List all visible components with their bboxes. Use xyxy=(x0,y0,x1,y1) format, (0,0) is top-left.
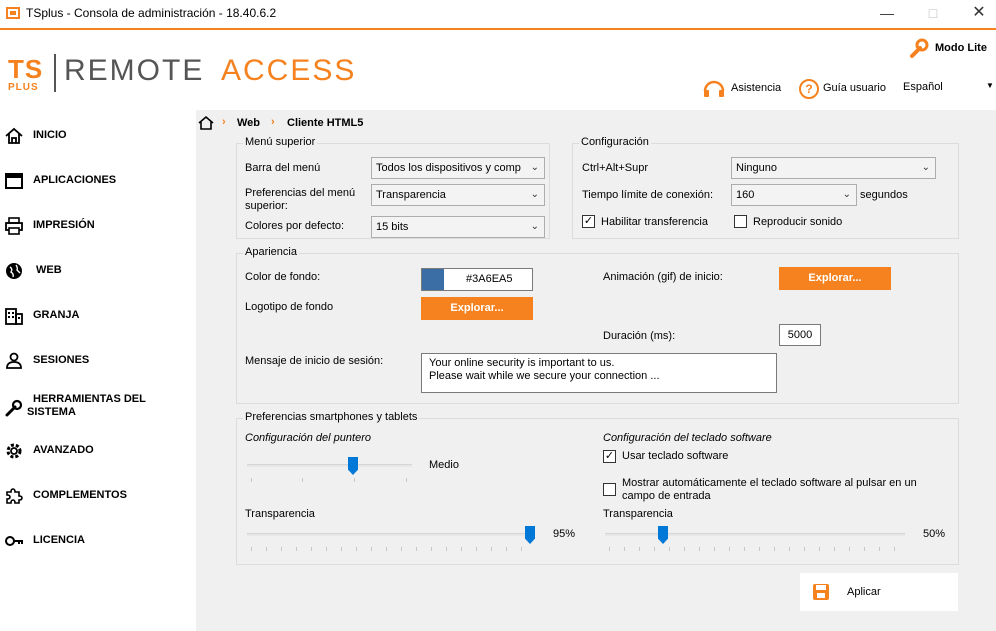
duracion-label: Duración (ms): xyxy=(603,330,676,342)
minimize-icon[interactable]: — xyxy=(880,5,894,21)
mensaje-inicio-label: Mensaje de inicio de sesión: xyxy=(245,355,384,367)
sidebar-item-herramientas[interactable] xyxy=(0,388,196,428)
sidebar-item-label: WEB xyxy=(36,264,62,276)
reproducir-sonido-label: Reproducir sonido xyxy=(753,216,843,228)
sidebar-item-granja[interactable] xyxy=(0,298,196,334)
sidebar-item-label: HERRAMIENTAS DEL xyxy=(33,393,146,405)
puntero-slider[interactable] xyxy=(245,455,415,485)
mensaje-line-1: Your online security is important to us. xyxy=(429,357,615,369)
chevron-down-icon: ⌄ xyxy=(530,189,539,200)
asistencia-button[interactable] xyxy=(702,78,786,100)
sidebar-item-inicio[interactable] xyxy=(0,118,196,154)
tiempo-limite-select[interactable] xyxy=(731,184,857,206)
globe-icon xyxy=(4,261,24,281)
ctrl-alt-supr-label: Ctrl+Alt+Supr xyxy=(582,162,649,174)
logo-plus: PLUS xyxy=(8,82,39,93)
sidebar-item-label: LICENCIA xyxy=(33,534,85,546)
apariencia-title: Apariencia xyxy=(245,246,297,258)
breadcrumb-item-cliente-html5: Cliente HTML5 xyxy=(287,117,364,129)
sidebar-item-web[interactable] xyxy=(0,253,196,289)
window-title: TSplus - Consola de administración - 18.40.6.2 xyxy=(26,6,277,20)
key-icon xyxy=(4,531,24,551)
color-fondo-value: #3A6EA5 xyxy=(466,273,513,285)
save-icon xyxy=(812,583,830,601)
ctrl-alt-supr-value: Ninguno xyxy=(736,162,777,174)
sidebar-item-impresion[interactable] xyxy=(0,208,196,244)
gear-icon xyxy=(4,441,24,461)
pref-menu-select[interactable] xyxy=(371,184,545,206)
transparencia-left-value: 95% xyxy=(553,528,576,540)
chevron-right-icon: › xyxy=(222,116,226,128)
chevron-down-icon: ⌄ xyxy=(842,189,851,200)
sidebar-item-aplicaciones[interactable] xyxy=(0,163,196,199)
slider-tick xyxy=(354,478,355,482)
breadcrumb-item-web[interactable]: Web xyxy=(237,117,261,129)
colores-value: 15 bits xyxy=(376,221,409,233)
sidebar-item-label: SESIONES xyxy=(33,354,90,366)
mensaje-inicio-textarea[interactable] xyxy=(421,353,777,393)
sidebar-item-label: APLICACIONES xyxy=(33,174,117,186)
barra-menu-value: Todos los dispositivos y comp xyxy=(376,162,521,174)
smartphones-title: Preferencias smartphones y tablets xyxy=(245,411,418,423)
mostrar-teclado-label: Mostrar automáticamente el teclado software al pulsar en un campo de entrada xyxy=(622,477,917,502)
pref-menu-label: Preferencias del menú superior: xyxy=(245,187,356,212)
sidebar-item-complementos[interactable] xyxy=(0,478,196,514)
barra-menu-label: Barra del menú xyxy=(245,162,321,174)
slider-tick xyxy=(251,478,252,482)
aplicar-button[interactable] xyxy=(800,573,958,611)
logotipo-explorar-button[interactable]: Explorar... xyxy=(421,297,533,320)
user-icon xyxy=(4,351,24,371)
duracion-input[interactable]: 5000 xyxy=(779,324,821,346)
slider-tick xyxy=(302,478,303,482)
app-icon xyxy=(6,6,20,20)
color-swatch xyxy=(422,269,444,290)
chevron-down-icon: ▼ xyxy=(986,81,994,90)
header xyxy=(0,30,996,110)
svg-text:?: ? xyxy=(805,82,813,96)
headset-icon xyxy=(702,78,726,100)
slider-tick xyxy=(406,478,407,482)
sidebar-item-avanzado[interactable] xyxy=(0,433,196,469)
transparencia-right-slider[interactable] xyxy=(603,524,908,554)
logo-ts: TS xyxy=(8,54,44,84)
wrench-icon xyxy=(4,398,24,418)
tiempo-limite-label: Tiempo límite de conexión: xyxy=(582,189,714,201)
teclado-title: Configuración del teclado software xyxy=(603,432,772,444)
language-value: Español xyxy=(903,81,943,93)
color-fondo-picker[interactable] xyxy=(421,268,533,291)
logotipo-fondo-label: Logotipo de fondo xyxy=(245,301,334,313)
sidebar-item-label: INICIO xyxy=(33,129,67,141)
logo-access: ACCESS xyxy=(221,54,357,87)
transparencia-right-value: 50% xyxy=(923,528,946,540)
smartphones-group xyxy=(236,411,959,565)
slider-thumb[interactable] xyxy=(525,526,535,544)
language-select[interactable] xyxy=(900,78,996,96)
aplicar-label: Aplicar xyxy=(847,586,881,598)
sidebar-item-sesiones[interactable] xyxy=(0,343,196,379)
animacion-explorar-button[interactable]: Explorar... xyxy=(779,267,891,290)
habilitar-transferencia-label: Habilitar transferencia xyxy=(601,216,708,228)
title-bar xyxy=(0,0,996,28)
apariencia-group xyxy=(236,246,959,404)
slider-thumb[interactable] xyxy=(348,457,358,475)
wrench-icon xyxy=(908,38,930,60)
chevron-down-icon: ⌄ xyxy=(530,162,539,173)
sidebar-item-licencia[interactable] xyxy=(0,523,196,559)
chevron-right-icon: › xyxy=(271,116,275,128)
usar-teclado-checkbox[interactable]: ✓ xyxy=(604,450,615,462)
barra-menu-select[interactable] xyxy=(371,157,545,179)
main-panel xyxy=(196,110,996,631)
building-icon xyxy=(4,306,24,326)
puntero-title: Configuración del puntero xyxy=(245,432,371,444)
asistencia-label: Asistencia xyxy=(731,82,782,94)
transparencia-left-slider[interactable] xyxy=(245,524,535,554)
logo-remote: REMOTE xyxy=(64,54,205,87)
logo xyxy=(6,52,406,96)
transparencia-left-label: Transparencia xyxy=(245,508,315,520)
maximize-icon[interactable]: □ xyxy=(928,5,938,21)
configuracion-group xyxy=(572,136,959,239)
slider-ticks xyxy=(251,547,526,551)
sidebar-item-label: IMPRESIÓN xyxy=(33,219,95,231)
chevron-down-icon: ⌄ xyxy=(530,221,539,232)
help-icon xyxy=(798,78,820,100)
home-icon[interactable] xyxy=(198,115,214,130)
slider-thumb[interactable] xyxy=(658,526,668,544)
habilitar-transferencia-checkbox[interactable]: ✓ xyxy=(583,215,594,227)
home-icon xyxy=(4,126,24,146)
slider-ticks xyxy=(609,547,904,551)
menu-superior-title: Menú superior xyxy=(245,136,316,148)
animacion-label: Animación (gif) de inicio: xyxy=(603,271,723,283)
configuracion-title: Configuración xyxy=(581,136,649,148)
window-icon xyxy=(4,171,24,191)
ctrl-alt-supr-select[interactable] xyxy=(731,157,936,179)
puntero-value: Medio xyxy=(429,459,459,471)
modo-lite-button[interactable] xyxy=(908,38,994,60)
breadcrumb xyxy=(198,115,498,131)
sidebar-item-label-2: SISTEMA xyxy=(27,406,76,418)
puzzle-icon xyxy=(4,486,24,506)
slider-track xyxy=(605,533,905,536)
mostrar-teclado-checkbox[interactable] xyxy=(603,483,616,496)
chevron-down-icon: ⌄ xyxy=(921,162,930,173)
slider-track xyxy=(247,533,533,536)
mensaje-line-2: Please wait while we secure your connection ... xyxy=(429,370,660,382)
colores-select[interactable] xyxy=(371,216,545,238)
reproducir-sonido-checkbox[interactable] xyxy=(734,215,747,228)
close-icon[interactable]: ✕ xyxy=(972,4,986,21)
sidebar-item-label: AVANZADO xyxy=(33,444,94,456)
pref-menu-value: Transparencia xyxy=(376,189,446,201)
slider-track xyxy=(247,464,412,467)
modo-lite-label: Modo Lite xyxy=(935,42,987,54)
logo-divider xyxy=(54,54,56,92)
guia-usuario-button[interactable] xyxy=(798,78,894,100)
menu-superior-group xyxy=(236,136,550,239)
sidebar xyxy=(0,110,196,631)
colores-label: Colores por defecto: xyxy=(245,220,345,232)
segundos-label: segundos xyxy=(860,189,908,201)
transparencia-right-label: Transparencia xyxy=(603,508,673,520)
sidebar-item-label: COMPLEMENTOS xyxy=(33,489,127,501)
tiempo-limite-value: 160 xyxy=(736,189,755,201)
sidebar-item-label: GRANJA xyxy=(33,309,80,321)
guia-usuario-label: Guía usuario xyxy=(823,82,886,94)
usar-teclado-label: Usar teclado software xyxy=(622,450,729,462)
printer-icon xyxy=(4,216,24,236)
color-fondo-label: Color de fondo: xyxy=(245,271,321,283)
